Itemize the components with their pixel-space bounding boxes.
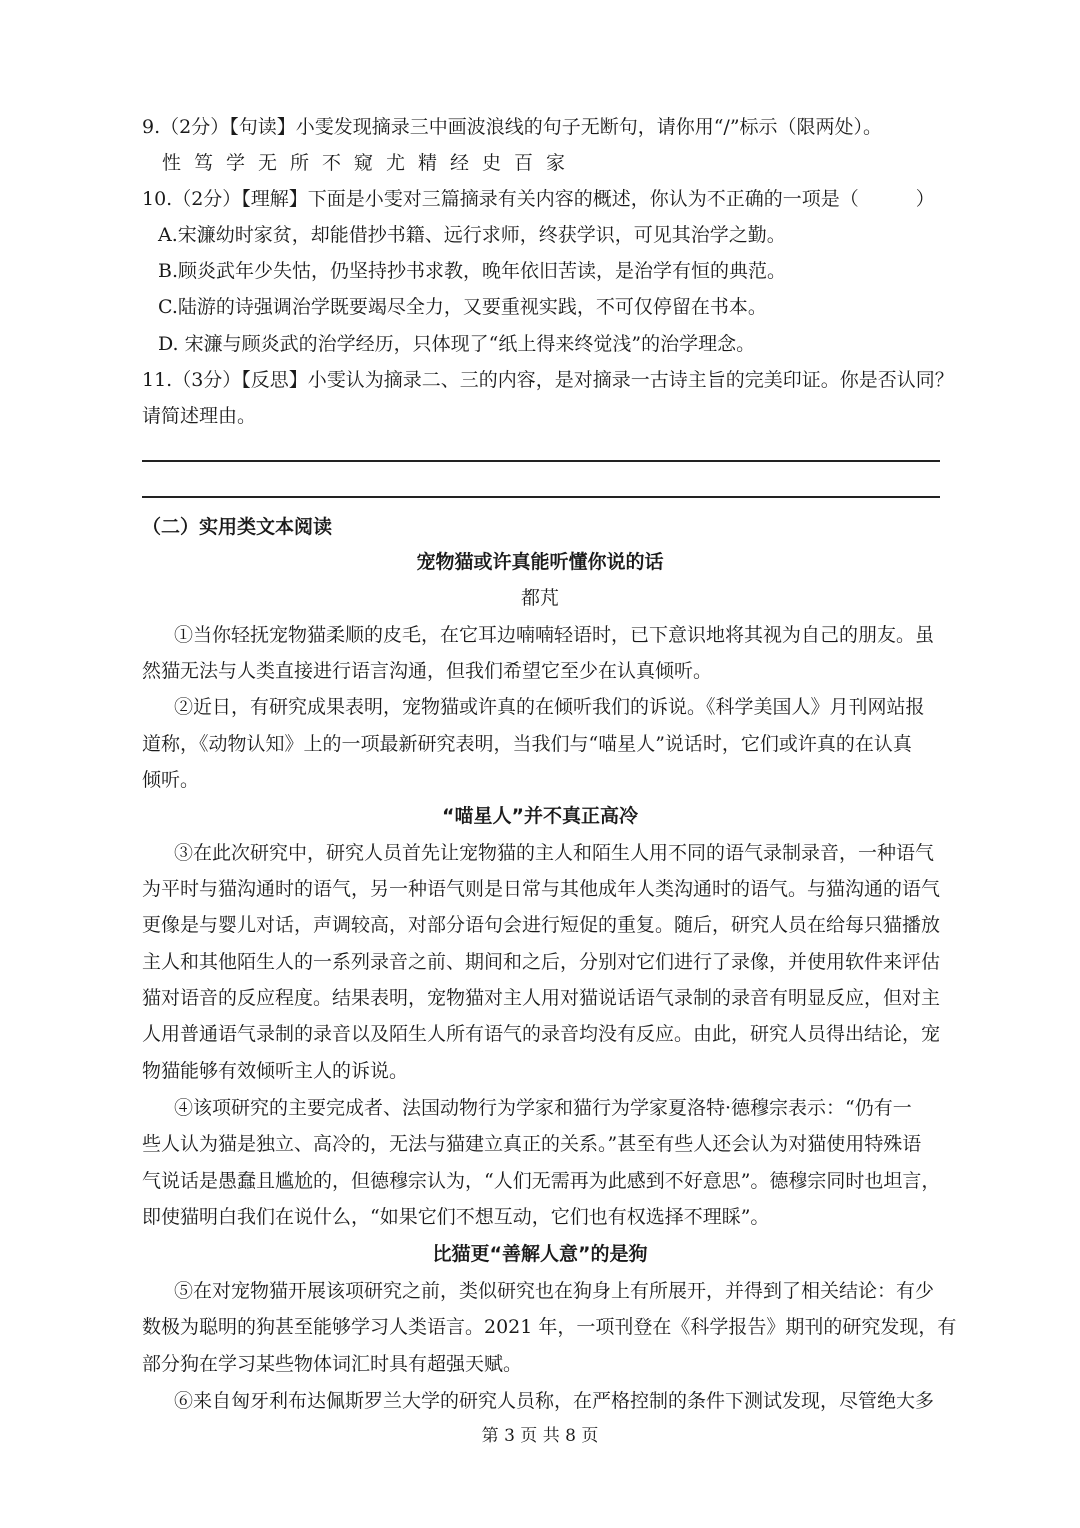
question-11-line-1: 11.（3分）【反思】小雯认为摘录二、三的内容，是对摘录一古诗主旨的完美印证。你是否认同？ [142,369,954,391]
paragraph-2-line-2: 道称，《动物认知》上的一项最新研究表明，当我们与“喵星人”说话时，它们或许真的在认真 [142,733,912,755]
subheading-2: 比猫更“善解人意”的是狗 [432,1243,648,1265]
answer-line-2[interactable] [142,496,940,498]
paragraph-2-line-3: 倾听。 [142,769,200,791]
question-9-sentence: 性笃学无所不窥尤精经史百家 [162,152,579,174]
question-10-option-d: D. 宋濂与顾炎武的治学经历，只体现了“纸上得来终觉浅”的治学理念。 [158,333,756,355]
paragraph-3-line-3: 更像是与婴儿对话，声调较高，对部分语句会进行短促的重复。随后，研究人员在给每只猫播放 [142,914,941,936]
question-9-stem: 9.（2分）【句读】小雯发现摘录三中画波浪线的句子无断句，请你用“/”标示（限两处）。 [142,116,883,138]
question-10-option-a: A.宋濂幼时家贫，却能借抄书籍、远行求师，终获学识，可见其治学之勤。 [158,224,786,246]
paragraph-5-line-2: 数极为聪明的狗甚至能够学习人类语言。2021 年，一项刊登在《科学报告》期刊的研究发现，有 [142,1316,957,1338]
paragraph-3-line-1: ③在此次研究中，研究人员首先让宠物猫的主人和陌生人用不同的语气录制录音，一种语气 [174,842,935,864]
paragraph-3-line-6: 人用普通语气录制的录音以及陌生人所有语气的录音均没有反应。由此，研究人员得出结论，宠 [142,1023,941,1045]
answer-line-1[interactable] [142,460,940,462]
paragraph-3-line-2: 为平时与猫沟通时的语气，另一种语气则是日常与其他成年人类沟通时的语气。与猫沟通的语气 [142,878,941,900]
paragraph-3-line-4: 主人和其他陌生人的一系列录音之前、期间和之后，分别对它们进行了录像，并使用软件来评估 [142,951,941,973]
paragraph-1-line-2: 然猫无法与人类直接进行语言沟通，但我们希望它至少在认真倾听。 [142,660,713,682]
paragraph-3-line-7: 物猫能够有效倾听主人的诉说。 [142,1060,409,1082]
paragraph-5-line-1: ⑤在对宠物猫开展该项研究之前，类似研究也在狗身上有所展开，并得到了相关结论：有少 [174,1280,935,1302]
question-11-line-2: 请简述理由。 [142,405,257,427]
question-10-stem: 10.（2分）【理解】下面是小雯对三篇摘录有关内容的概述，你认为不正确的一项是（ ） [142,188,935,210]
paragraph-1-line-1: ①当你轻抚宠物猫柔顺的皮毛，在它耳边喃喃轻语时，已下意识地将其视为自己的朋友。虽 [174,624,935,646]
page-footer: 第 3 页 共 8 页 [481,1426,599,1446]
paragraph-3-line-5: 猫对语音的反应程度。结果表明，宠物猫对主人用对猫说话语气录制的录音有明显反应，但对主 [142,987,941,1009]
section-heading: （二）实用类文本阅读 [142,516,333,538]
article-title: 宠物猫或许真能听懂你说的话 [416,551,664,573]
paragraph-5-line-3: 部分狗在学习某些物体词汇时具有超强天赋。 [142,1353,523,1375]
paragraph-2-line-1: ②近日，有研究成果表明，宠物猫或许真的在倾听我们的诉说。《科学美国人》月刊网站报 [174,696,925,718]
paragraph-4-line-3: 气说话是愚蠢且尴尬的，但德穆宗认为，“人们无需再为此感到不好意思”。德穆宗同时也坦言， [142,1170,941,1192]
paragraph-4-line-1: ④该项研究的主要完成者、法国动物行为学家和猫行为学家夏洛特·德穆宗表示：“仍有一 [174,1097,912,1119]
subheading-1: “喵星人”并不真正高冷 [442,805,638,827]
paragraph-6-line-1: ⑥来自匈牙利布达佩斯罗兰大学的研究人员称，在严格控制的条件下测试发现，尽管绝大多 [174,1390,935,1412]
question-10-option-c: C.陆游的诗强调治学既要竭尽全力，又要重视实践，不可仅停留在书本。 [158,296,767,318]
paragraph-4-line-4: 即使猫明白我们在说什么，“如果它们不想互动，它们也有权选择不理睬”。 [142,1206,770,1228]
article-author: 都芃 [520,587,559,609]
question-10-option-b: B.顾炎武年少失怙，仍坚持抄书求教，晚年依旧苦读，是治学有恒的典范。 [158,260,787,282]
paragraph-4-line-2: 些人认为猫是独立、高冷的，无法与猫建立真正的关系。”甚至有些人还会认为对猫使用特殊语 [142,1133,922,1155]
